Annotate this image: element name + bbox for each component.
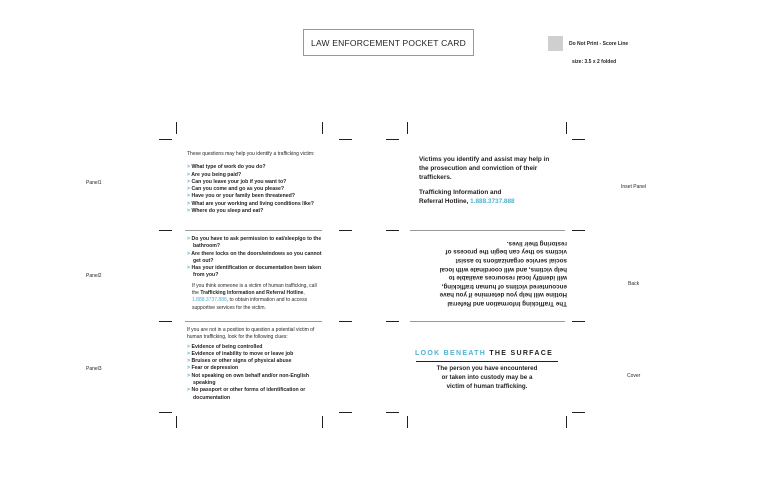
crop-mark: [339, 321, 352, 322]
card-title: LAW ENFORCEMENT POCKET CARD: [311, 37, 466, 48]
crop-mark: [339, 230, 352, 231]
cover-text: [416, 364, 558, 391]
back-line: victims so they can begin the process of: [445, 248, 567, 256]
panel3-intro: If you are not in a position to question a potential victim of human trafficking, look for the following clues:: [187, 327, 315, 341]
size-note: size: 3.5 x 2 folded: [572, 59, 617, 65]
crop-mark: [386, 412, 399, 413]
crop-mark: [339, 139, 352, 140]
list-item: > Where do you sleep and eat?: [187, 208, 264, 215]
list-item: > Do you have to ask permission to eat/sleep/go to the bathroom?: [187, 236, 322, 250]
list-item: > Evidence of being controlled: [187, 343, 263, 350]
fold-line: [185, 321, 322, 322]
hotline-note: If you think someone is a victim of human trafficking, call the Trafficking Information and Referral Hotline, 1.888.3737.888, to obtain information and to access supportive services for the victim.: [192, 282, 317, 311]
hotline-heading: Trafficking Information and: [419, 189, 502, 196]
inset-line: the prosecution and conviction of their: [419, 165, 538, 172]
crop-mark: [572, 230, 585, 231]
cover-line: or taken into custody may be a: [441, 374, 533, 381]
list-item: > Have you or your family been threatened?: [187, 193, 295, 200]
card-title-box: [303, 29, 474, 56]
question-list: [187, 236, 322, 280]
question-list: [187, 164, 337, 215]
cover-rule: [416, 361, 558, 362]
crop-mark: [339, 412, 352, 413]
list-item: > Are you being paid?: [187, 171, 242, 178]
list-item: > Fear or depression: [187, 365, 239, 372]
crop-mark: [322, 122, 323, 134]
crop-mark: [386, 230, 399, 231]
panel3-label: Panel3: [86, 366, 102, 372]
cover-tagline: [415, 350, 560, 357]
back-line: Hotline will help you determine if you have: [439, 291, 567, 299]
list-item: > Evidence of inability to move or leave job: [187, 350, 294, 357]
tagline-rest: THE SURFACE: [489, 350, 554, 357]
crop-mark: [159, 230, 172, 231]
crop-mark: [572, 321, 585, 322]
tagline-accent: LOOK BENEATH: [415, 350, 487, 357]
list-item: > Are there locks on the doors/windows so you cannot get out?: [187, 250, 322, 264]
panel1-label: Panel1: [86, 180, 102, 186]
inset-panel-content: [419, 155, 569, 206]
list-item: > What are your working and living conditions like?: [187, 200, 314, 207]
inset-line: traffickers.: [419, 174, 452, 181]
clue-list: [187, 344, 327, 402]
cover-label: Cover: [627, 373, 641, 379]
crop-mark: [572, 139, 585, 140]
list-item: > Can you leave your job if you want to?: [187, 178, 287, 185]
list-item: > No passport or other forms of identification or documentation: [187, 387, 306, 401]
panel1-content: [187, 151, 337, 215]
crop-mark: [566, 122, 567, 134]
inset-line: Victims you identify and assist may help in: [419, 156, 550, 163]
list-item: > Not speaking on own behalf and/or non-English speaking: [187, 372, 310, 387]
cover-line: victim of human trafficking.: [446, 383, 528, 390]
crop-mark: [176, 416, 177, 428]
crop-mark: [159, 321, 172, 322]
panel1-intro: These questions may help you identify a trafficking victim:: [187, 151, 315, 157]
back-panel-content: [412, 238, 567, 307]
score-line-swatch: [548, 36, 563, 51]
hotline-heading: Referral Hotline, 1.888.3737.888: [419, 198, 515, 205]
fold-line: [410, 321, 565, 322]
do-not-print-note: Do Not Print - Score Line: [569, 41, 629, 47]
crop-mark: [386, 321, 399, 322]
back-line: help victims, and will coordinate with local: [439, 265, 567, 273]
fold-line: [185, 230, 322, 231]
back-line: social service organizations to assist: [455, 256, 567, 264]
back-line: will identify local resources available to: [448, 273, 567, 281]
crop-mark: [159, 139, 172, 140]
crop-mark: [322, 416, 323, 428]
list-item: > Bruises or other signs of physical abuse: [187, 358, 292, 365]
inset-panel-label: Inset Panel: [621, 184, 647, 190]
crop-mark: [572, 412, 585, 413]
back-line: The Trafficking Information and Referral: [447, 299, 567, 307]
back-line: restoring their lives.: [506, 239, 567, 247]
list-item: > Can you come and go as you please?: [187, 186, 285, 193]
crop-mark: [566, 416, 567, 428]
panel2-content: [187, 236, 322, 312]
fold-line: [410, 230, 565, 231]
crop-mark: [407, 122, 408, 134]
list-item: > What type of work do you do?: [187, 164, 266, 171]
panel2-label: Panel2: [86, 273, 102, 279]
cover-line: The person you have encountered: [436, 365, 538, 372]
crop-mark: [407, 416, 408, 428]
crop-mark: [159, 412, 172, 413]
back-label: Back: [628, 281, 640, 287]
crop-mark: [386, 139, 399, 140]
panel3-content: [187, 327, 327, 402]
crop-mark: [176, 122, 177, 134]
back-line: encountered victims of human trafficking,: [441, 282, 567, 290]
list-item: > Has your identification or documentation been taken from you?: [187, 265, 322, 279]
